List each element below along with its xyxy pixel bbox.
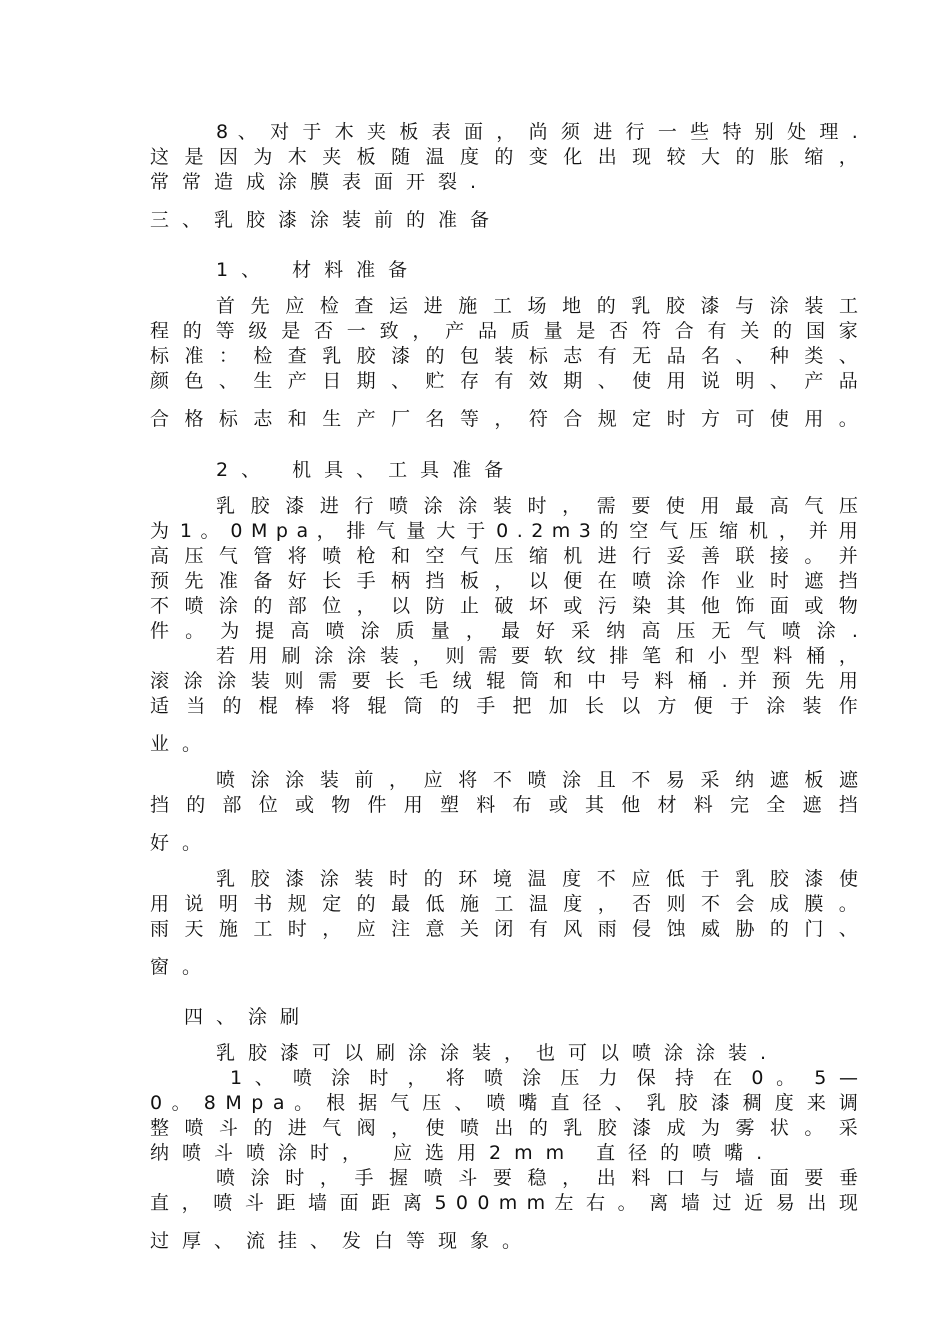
text-line: 适 当 的 棍 棒 将 辊 筒 的 手 把 加 长 以 方 便 于 涂 装 作 bbox=[150, 695, 858, 717]
text-line: 纳喷斗喷涂时， 应选用2mm 直径的喷嘴. bbox=[150, 1142, 776, 1164]
text-line: 程 的 等 级 是 否 一 致 ， 产 品 质 量 是 否 符 合 有 关 的 国 家 bbox=[150, 320, 858, 342]
text-line: 常常造成涂膜表面开裂. bbox=[150, 171, 490, 193]
text-line: 合 格 标 志 和 生 产 厂 名 等 ， 符 合 规 定 时 方 可 使 用 。 bbox=[150, 408, 858, 430]
text-line: 喷 涂 时 ， 手 握 喷 斗 要 稳 ， 出 料 口 与 墙 面 要 垂 bbox=[216, 1167, 858, 1189]
text-line: 直 ， 喷 斗 距 墙 面 距 离 5 0 0 m m 左 右 。 离 墙 过 近 易 出 现 bbox=[150, 1192, 858, 1214]
text-line: 8 、 对 于 木 夹 板 表 面 ， 尚 须 进 行 一 些 特 别 处 理 . bbox=[216, 121, 858, 143]
text-line: 业。 bbox=[150, 733, 215, 755]
text-line: 颜 色 、 生 产 日 期 、 贮 存 有 效 期 、 使 用 说 明 、 产 品 bbox=[150, 370, 858, 392]
subsection-heading: 1、 材料准备 bbox=[216, 259, 421, 281]
text-line: 雨 天 施 工 时 ， 应 注 意 关 闭 有 风 雨 侵 蚀 威 胁 的 门 、 bbox=[150, 918, 858, 940]
text-line: 滚 涂 涂 装 则 需 要 长 毛 绒 辊 筒 和 中 号 料 桶 . 并 预 先 用 bbox=[150, 670, 858, 692]
text-line: 不 喷 涂 的 部 位 ， 以 防 止 破 坏 或 污 染 其 他 饰 面 或 物 bbox=[150, 595, 858, 617]
text-line: 用 说 明 书 规 定 的 最 低 施 工 温 度 ， 否 则 不 会 成 膜 。 bbox=[150, 893, 858, 915]
text-line: 好。 bbox=[150, 832, 215, 854]
text-line: 乳 胶 漆 进 行 喷 涂 涂 装 时 ， 需 要 使 用 最 高 气 压 bbox=[216, 495, 858, 517]
text-line: 挡 的 部 位 或 物 件 用 塑 料 布 或 其 他 材 料 完 全 遮 挡 bbox=[150, 794, 858, 816]
text-line: 高 压 气 管 将 喷 枪 和 空 气 压 缩 机 进 行 妥 善 联 接 。 并 bbox=[150, 545, 858, 567]
text-line: 整 喷 斗 的 进 气 阀 ， 使 喷 出 的 乳 胶 漆 成 为 雾 状 。 采 bbox=[150, 1117, 858, 1139]
text-line: 件 。 为 提 高 喷 涂 质 量 ， 最 好 采 纳 高 压 无 气 喷 涂 . bbox=[150, 620, 858, 642]
text-line: 过厚、流挂、发白等现象。 bbox=[150, 1230, 535, 1252]
text-line: 首 先 应 检 查 运 进 施 工 场 地 的 乳 胶 漆 与 涂 装 工 bbox=[216, 295, 858, 317]
text-line: 乳 胶 漆 涂 装 时 的 环 境 温 度 不 应 低 于 乳 胶 漆 使 bbox=[216, 868, 858, 890]
text-line: 这 是 因 为 木 夹 板 随 温 度 的 变 化 出 现 较 大 的 胀 缩 ， bbox=[150, 146, 858, 168]
text-line: 0 。 8 M p a 。 根 据 气 压 、 喷 嘴 直 径 、 乳 胶 漆 稠 度 来 调 bbox=[150, 1092, 858, 1114]
text-line: 窗。 bbox=[150, 956, 215, 978]
section-heading: 三、乳胶漆涂装前的准备 bbox=[150, 209, 503, 231]
text-line: 为 1 。 0 M p a ， 排 气 量 大 于 0 . 2 m 3 的 空 气 压 缩 机 ， 并 用 bbox=[150, 520, 858, 542]
text-line: 标 准 ： 检 查 乳 胶 漆 的 包 装 标 志 有 无 品 名 、 种 类 、 bbox=[150, 345, 858, 367]
text-line: 1 、 喷 涂 时 ， 将 喷 涂 压 力 保 持 在 0 。 5 — bbox=[230, 1067, 858, 1089]
text-line: 喷 涂 涂 装 前 ， 应 将 不 喷 涂 且 不 易 采 纳 遮 板 遮 bbox=[216, 769, 858, 791]
text-line: 预 先 准 备 好 长 手 柄 挡 板 ， 以 便 在 喷 涂 作 业 时 遮 挡 bbox=[150, 570, 858, 592]
text-line: 若 用 刷 涂 涂 装 ， 则 需 要 软 纹 排 笔 和 小 型 料 桶 ， bbox=[216, 645, 858, 667]
text-line: 乳胶漆可以刷涂涂装，也可以喷涂涂装. bbox=[216, 1042, 780, 1064]
subsection-heading: 2、 机具、工具准备 bbox=[216, 459, 517, 481]
section-heading: 四、涂刷 bbox=[184, 1006, 313, 1028]
